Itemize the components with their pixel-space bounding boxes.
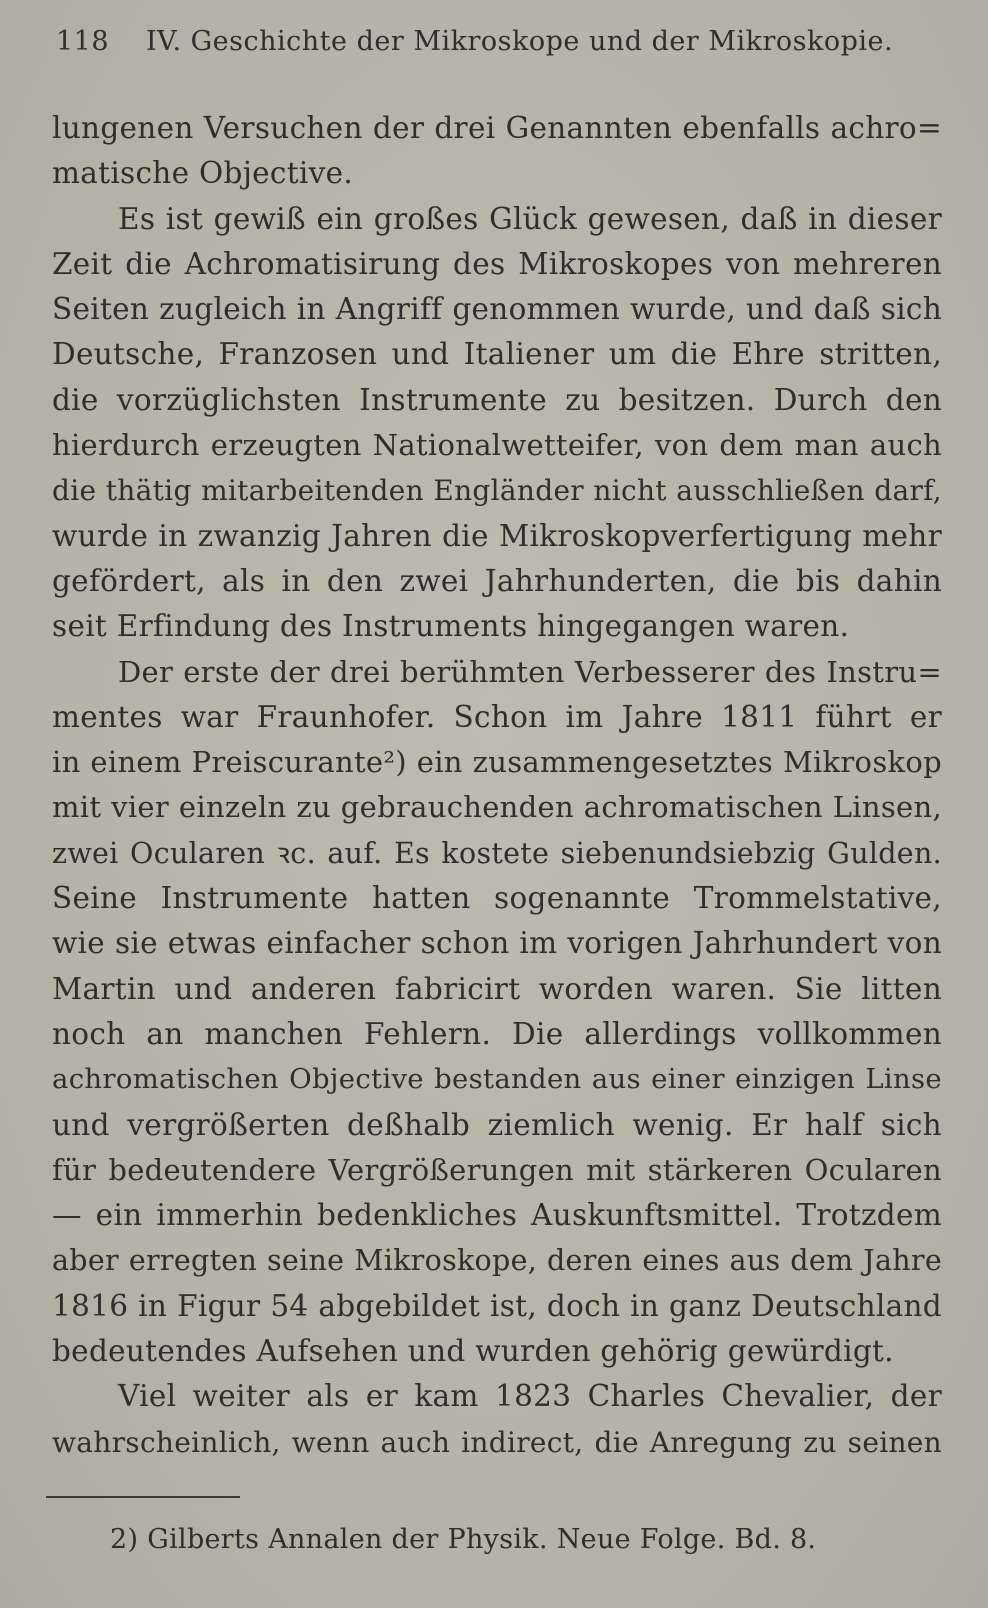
text-line: Zeit die Achromatisirung des Mikroskopes von mehreren: [52, 246, 942, 281]
text-line: mentes war Fraunhofer. Schon im Jahre 1811 führt er: [52, 699, 942, 734]
page-header: [56, 26, 936, 66]
text-line: für bedeutendere Vergrößerungen mit stärkeren Ocularen: [52, 1152, 942, 1187]
text-line: Seiten zugleich in Angriff genommen wurde, und daß sich: [52, 292, 942, 327]
text-line: gefördert, als in den zwei Jahrhunderten, die bis dahin: [52, 563, 942, 598]
running-title: IV. Geschichte der Mikroskope und der Mikroskopie.: [146, 26, 894, 57]
text-line: bedeutendes Aufsehen und wurden gehörig gewürdigt.: [52, 1334, 894, 1369]
footnote-rule: [46, 1496, 240, 1498]
text-line: matische Objective.: [52, 156, 354, 191]
text-line: Deutsche, Franzosen und Italiener um die Ehre stritten,: [52, 337, 942, 372]
text-line: Seine Instrumente hatten sogenannte Trommelstative,: [52, 881, 942, 916]
text-line: Der erste der drei berühmten Verbesserer des Instru=: [118, 654, 942, 689]
text-line: die thätig mitarbeitenden Engländer nicht ausschließen darf,: [52, 474, 942, 508]
text-line: noch an manchen Fehlern. Die allerdings vollkommen: [52, 1016, 942, 1051]
text-line: die vorzüglichsten Instrumente zu besitzen. Durch den: [52, 382, 942, 417]
text-line: achromatischen Objective bestanden aus einer einzigen Linse: [52, 1063, 942, 1096]
footnote-marker: 2): [110, 1524, 139, 1555]
body-text: [52, 106, 942, 1465]
text-line: 1816 in Figur 54 abgebildet ist, doch in ganz Deutschland: [52, 1288, 942, 1323]
text-line: aber erregten seine Mikroskope, deren eines aus dem Jahre: [52, 1244, 942, 1278]
text-line: mit vier einzeln zu gebrauchenden achromatischen Linsen,: [52, 790, 942, 825]
text-line: wahrscheinlich, wenn auch indirect, die Anregung zu seinen: [52, 1425, 942, 1459]
text-line: wurde in zwanzig Jahren die Mikroskopverfertigung mehr: [52, 518, 942, 553]
footnote-text: Gilberts Annalen der Physik. Neue Folge. Bd. 8.: [147, 1524, 817, 1555]
text-line: wie sie etwas einfacher schon im vorigen Jahrhundert von: [52, 926, 942, 961]
page-number: 118: [56, 26, 110, 57]
text-line: seit Erfindung des Instruments hingegangen waren.: [52, 609, 850, 644]
text-line: lungenen Versuchen der drei Genannten ebenfalls achro=: [52, 111, 942, 145]
text-line: und vergrößerten deßhalb ziemlich wenig. Er half sich: [52, 1107, 942, 1142]
text-line: zwei Ocularen ꝛc. auf. Es kostete siebenundsiebzig Gulden.: [52, 836, 942, 870]
text-line: in einem Preiscurante²) ein zusammengesetztes Mikroskop: [52, 745, 942, 780]
text-line: hierdurch erzeugten Nationalwetteifer, von dem man auch: [52, 428, 942, 463]
text-line: Martin und anderen fabricirt worden waren. Sie litten: [52, 971, 942, 1006]
text-line: Viel weiter als er kam 1823 Charles Chevalier, der: [118, 1379, 942, 1414]
text-line: — ein immerhin bedenkliches Auskunftsmittel. Trotzdem: [52, 1198, 942, 1233]
footnote: [110, 1524, 816, 1555]
text-line: Es ist gewiß ein großes Glück gewesen, daß in dieser: [118, 201, 942, 236]
